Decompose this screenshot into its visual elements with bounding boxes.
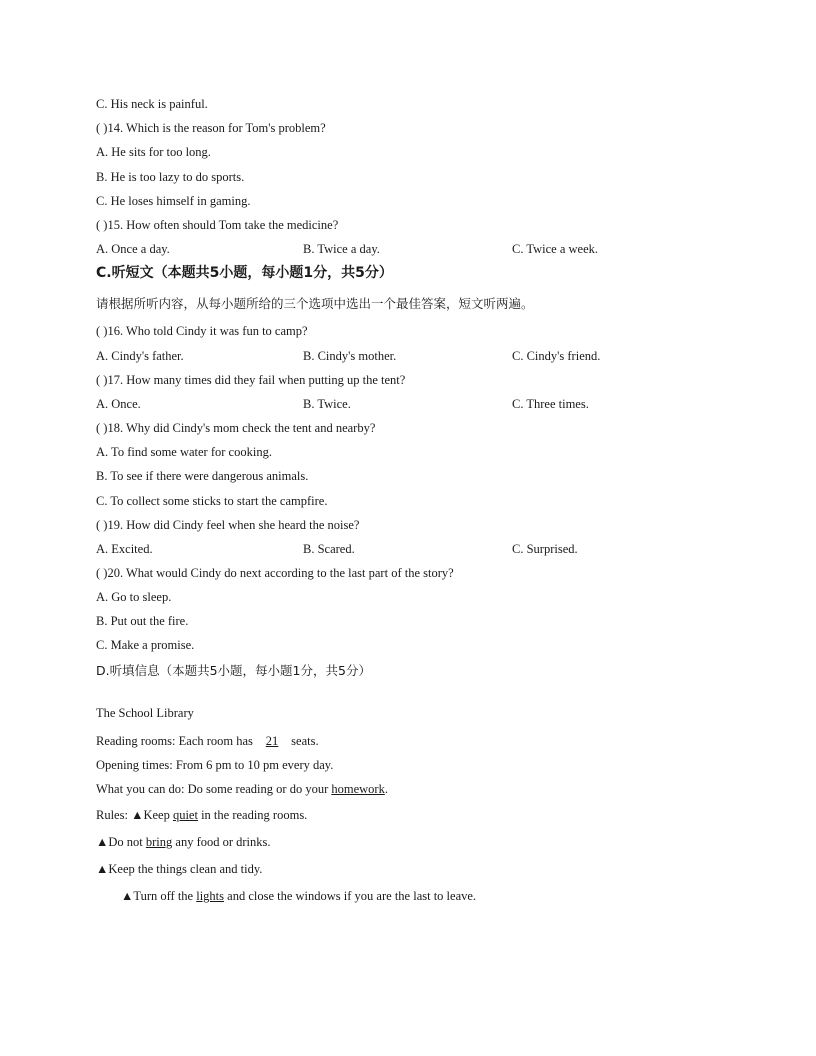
answer-blank-quiet: quiet [172, 808, 198, 822]
q17-stem: ( )17. How many times did they fail when putting up the tent? [96, 373, 406, 387]
q17-option-c: C. Three times. [512, 397, 589, 411]
q15-option-b: B. Twice a day. [303, 242, 380, 256]
rules-line [96, 807, 307, 823]
q14-stem: ( )14. Which is the reason for Tom's problem? [96, 121, 326, 135]
rule-2-text: ▲Do not [96, 835, 146, 849]
section-c-heading: C.听短文（本题共5小题，每小题1分，共5分） [96, 265, 393, 281]
rule-4-line [121, 888, 476, 904]
q20-option-a: A. Go to sleep. [96, 590, 172, 604]
rule-2-tail: any food or drinks. [172, 835, 271, 849]
q16-option-c: C. Cindy's friend. [512, 349, 601, 363]
q15-option-c: C. Twice a week. [512, 242, 599, 256]
q19-option-b: B. Scared. [303, 542, 355, 556]
q19-option-a: A. Excited. [96, 542, 153, 556]
section-c-instruction: 请根据所听内容，从每小题所给的三个选项中选出一个最佳答案，短文听两遍。 [96, 296, 534, 311]
rule-3-line: ▲Keep the things clean and tidy. [96, 862, 263, 876]
can-do-text: What you can do: Do some reading or do your [96, 782, 332, 796]
q20-option-c: C. Make a promise. [96, 638, 195, 652]
answer-blank-homework: homework [331, 782, 385, 796]
q13-option-c: C. His neck is painful. [96, 97, 208, 111]
rule-4-text: ▲Turn off the [121, 889, 197, 903]
q16-stem: ( )16. Who told Cindy it was fun to camp? [96, 324, 308, 338]
q17-option-a: A. Once. [96, 397, 141, 411]
answer-blank-21: 21 [265, 734, 279, 748]
q18-option-b: B. To see if there were dangerous animals. [96, 469, 309, 483]
answer-blank-lights: lights [196, 889, 225, 903]
q14-option-c: C. He loses himself in gaming. [96, 194, 251, 208]
can-do-line [96, 781, 388, 797]
q15-option-a: A. Once a day. [96, 242, 170, 256]
q20-option-b: B. Put out the fire. [96, 614, 189, 628]
q14-option-a: A. He sits for too long. [96, 145, 211, 159]
q19-stem: ( )19. How did Cindy feel when she heard the noise? [96, 518, 360, 532]
q18-option-c: C. To collect some sticks to start the campfire. [96, 494, 328, 508]
rules-tail: in the reading rooms. [197, 808, 308, 822]
reading-rooms-line [96, 733, 319, 749]
q16-option-a: A. Cindy's father. [96, 349, 184, 363]
rule-2-line [96, 834, 271, 850]
reading-rooms-text: Reading rooms: Each room has [96, 734, 257, 748]
q19-option-c: C. Surprised. [512, 542, 578, 556]
q15-stem: ( )15. How often should Tom take the medicine? [96, 218, 339, 232]
q20-stem: ( )20. What would Cindy do next according to the last part of the story? [96, 566, 454, 580]
reading-rooms-tail: seats. [288, 734, 319, 748]
q18-option-a: A. To find some water for cooking. [96, 445, 272, 459]
notice-title: The School Library [96, 706, 194, 720]
can-do-tail: . [384, 782, 388, 796]
opening-times-line: Opening times: From 6 pm to 10 pm every day. [96, 758, 334, 772]
q17-option-b: B. Twice. [303, 397, 351, 411]
q14-option-b: B. He is too lazy to do sports. [96, 170, 245, 184]
answer-blank-bring: bring [145, 835, 173, 849]
q18-stem: ( )18. Why did Cindy's mom check the tent and nearby? [96, 421, 376, 435]
rule-4-tail: and close the windows if you are the last to leave. [224, 889, 477, 903]
rules-text: Rules: ▲Keep [96, 808, 173, 822]
section-d-heading: D.听填信息（本题共5小题，每小题1分，共5分） [96, 663, 371, 678]
q16-option-b: B. Cindy's mother. [303, 349, 397, 363]
